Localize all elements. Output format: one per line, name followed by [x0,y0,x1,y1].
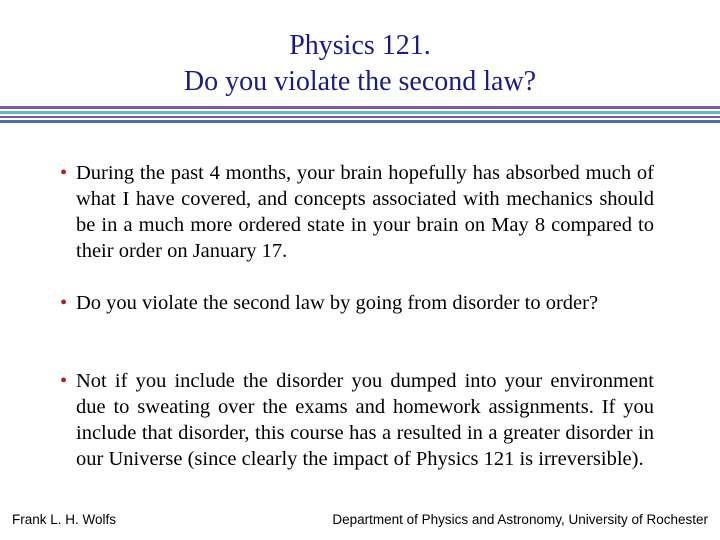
footer-author: Frank L. H. Wolfs [12,512,117,527]
bullet-text: Not if you include the disorder you dumped into your environment due to sweating over the exams and homework assignments. If you include that disorder, this course has a resulted in a greater disorder in our Universe (since clearly the impact of Physics 121 is irreversible). [76,370,654,470]
bullet-item-2 [60,290,654,316]
rule-purple [0,106,720,109]
rule-teal [0,111,720,114]
bullet-item-1 [60,160,654,264]
bullet-text: Do you violate the second law by going from disorder to order? [76,292,599,314]
decorative-rules [0,106,720,126]
bullet-item-3 [60,368,654,472]
bullet-marker: • [60,370,68,392]
slide-title [0,28,720,100]
footer-department: Department of Physics and Astronomy, University of Rochester [332,512,708,527]
bullet-marker: • [60,292,68,314]
bullet-text: During the past 4 months, your brain hopefully has absorbed much of what I have covered, and concepts associated with mechanics should be in a much more ordered state in your brain on May 8 compared to their order on January 17. [76,162,654,262]
rule-purple-thin [0,116,720,118]
title-line-2: Do you violate the second law? [183,66,537,97]
bullet-marker: • [60,162,68,184]
title-line-1: Physics 121. [289,30,431,61]
rule-blue [0,120,720,123]
